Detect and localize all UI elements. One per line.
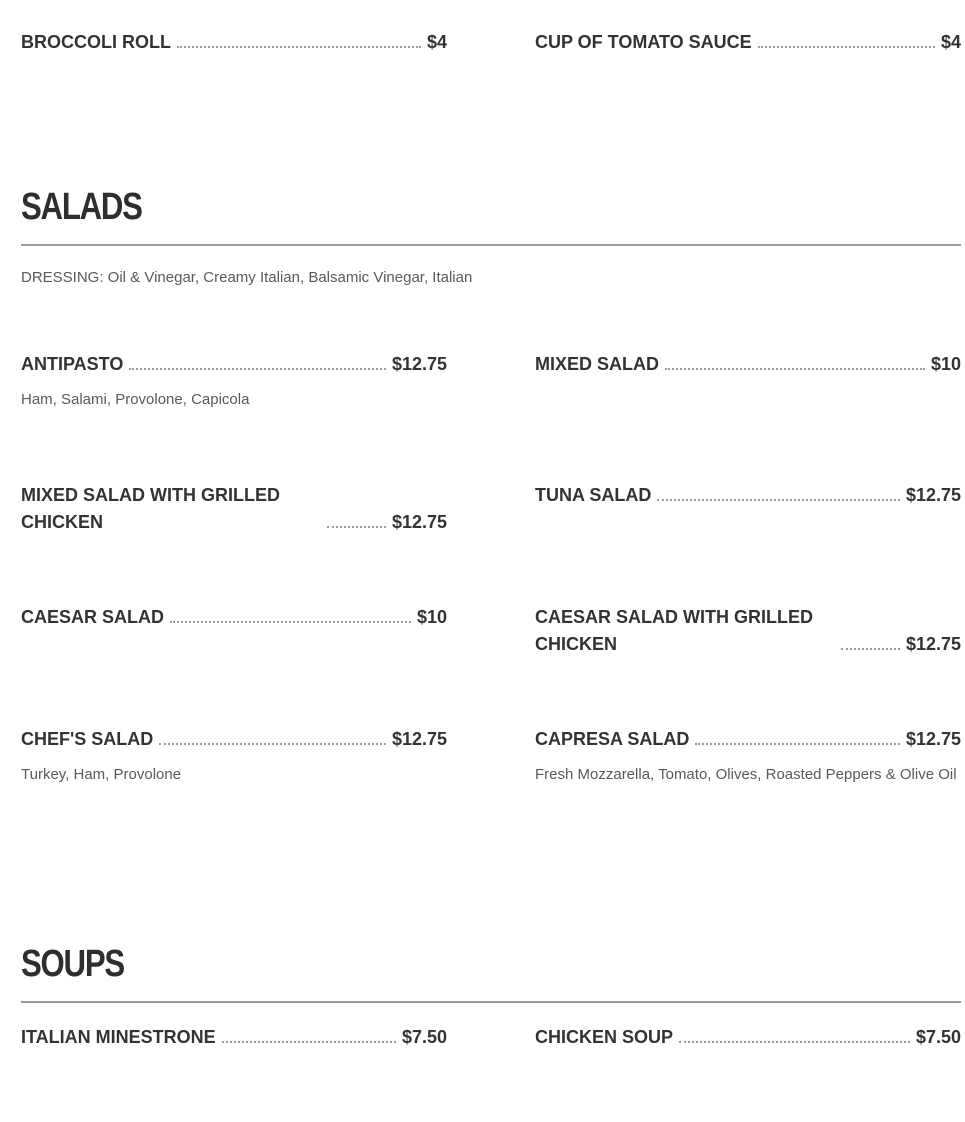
item-price: $12.75	[391, 354, 447, 374]
item-name: MIXED SALAD WITH GRILLED CHICKEN	[21, 485, 280, 532]
item-name: CAESAR SALAD	[21, 607, 165, 627]
item-price: $4	[940, 32, 961, 52]
dotted-leader	[222, 1041, 396, 1043]
dotted-leader	[665, 368, 925, 370]
section-title-soups: SOUPS	[21, 943, 124, 985]
menu-item-chefs-salad	[21, 726, 447, 787]
item-price: $10	[930, 354, 961, 374]
item-header	[535, 1024, 961, 1051]
menu-item-tuna-salad	[535, 482, 961, 509]
menu-item-capresa-salad	[535, 726, 961, 787]
menu-item-chicken-soup	[535, 1024, 961, 1051]
item-price: $12.75	[905, 485, 961, 505]
menu-item-caesar-salad	[21, 604, 447, 631]
item-header	[535, 726, 961, 753]
item-name: CAPRESA SALAD	[535, 729, 690, 749]
item-price: $7.50	[915, 1027, 961, 1047]
item-header	[535, 604, 961, 658]
item-price: $12.75	[391, 729, 447, 749]
menu-item-mixed-salad	[535, 351, 961, 378]
dotted-leader	[758, 46, 935, 48]
dotted-leader	[170, 621, 411, 623]
dotted-leader	[159, 743, 386, 745]
dressing-note: DRESSING: Oil & Vinegar, Creamy Italian, Balsamic Vinegar, Italian	[21, 269, 473, 286]
item-name: TUNA SALAD	[535, 485, 652, 505]
item-price: $12.75	[391, 512, 447, 532]
menu-item-mixed-salad-grilled-chicken	[21, 482, 447, 536]
item-name: ANTIPASTO	[21, 354, 124, 374]
item-header	[21, 1024, 447, 1051]
item-header	[21, 726, 447, 753]
item-description: Ham, Salami, Provolone, Capicola	[21, 391, 250, 408]
item-description: Fresh Mozzarella, Tomato, Olives, Roasted Peppers & Olive Oil	[535, 766, 957, 783]
item-header	[21, 482, 447, 536]
dotted-leader	[129, 368, 386, 370]
dotted-leader	[679, 1041, 910, 1043]
item-price: $7.50	[401, 1027, 447, 1047]
item-name: CAESAR SALAD WITH GRILLED CHICKEN	[535, 607, 813, 654]
section-title-salads: SALADS	[21, 186, 142, 228]
item-description: Turkey, Ham, Provolone	[21, 766, 182, 783]
dotted-leader	[177, 46, 421, 48]
item-header	[535, 29, 961, 56]
menu-item-italian-minestrone	[21, 1024, 447, 1051]
item-price: $4	[426, 32, 447, 52]
item-header	[21, 604, 447, 631]
item-price: $10	[416, 607, 447, 627]
item-name: CUP OF TOMATO SAUCE	[535, 32, 752, 52]
item-name: MIXED SALAD	[535, 354, 660, 374]
section-divider	[21, 244, 961, 246]
dotted-leader	[841, 648, 900, 650]
dotted-leader	[657, 499, 900, 501]
menu-item-caesar-salad-grilled-chicken	[535, 604, 961, 658]
item-name: ITALIAN MINESTRONE	[21, 1027, 216, 1047]
menu-item-broccoli-roll	[21, 29, 447, 56]
item-header	[21, 351, 447, 378]
dotted-leader	[695, 743, 900, 745]
dotted-leader	[327, 526, 386, 528]
item-name: CHICKEN SOUP	[535, 1027, 674, 1047]
menu-item-antipasto	[21, 351, 447, 412]
item-price: $12.75	[905, 634, 961, 654]
menu-item-cup-of-tomato-sauce	[535, 29, 961, 56]
item-name: CHEF'S SALAD	[21, 729, 154, 749]
item-header	[21, 29, 447, 56]
item-price: $12.75	[905, 729, 961, 749]
item-header	[535, 351, 961, 378]
section-divider	[21, 1001, 961, 1003]
item-header	[535, 482, 961, 509]
item-name: BROCCOLI ROLL	[21, 32, 171, 52]
